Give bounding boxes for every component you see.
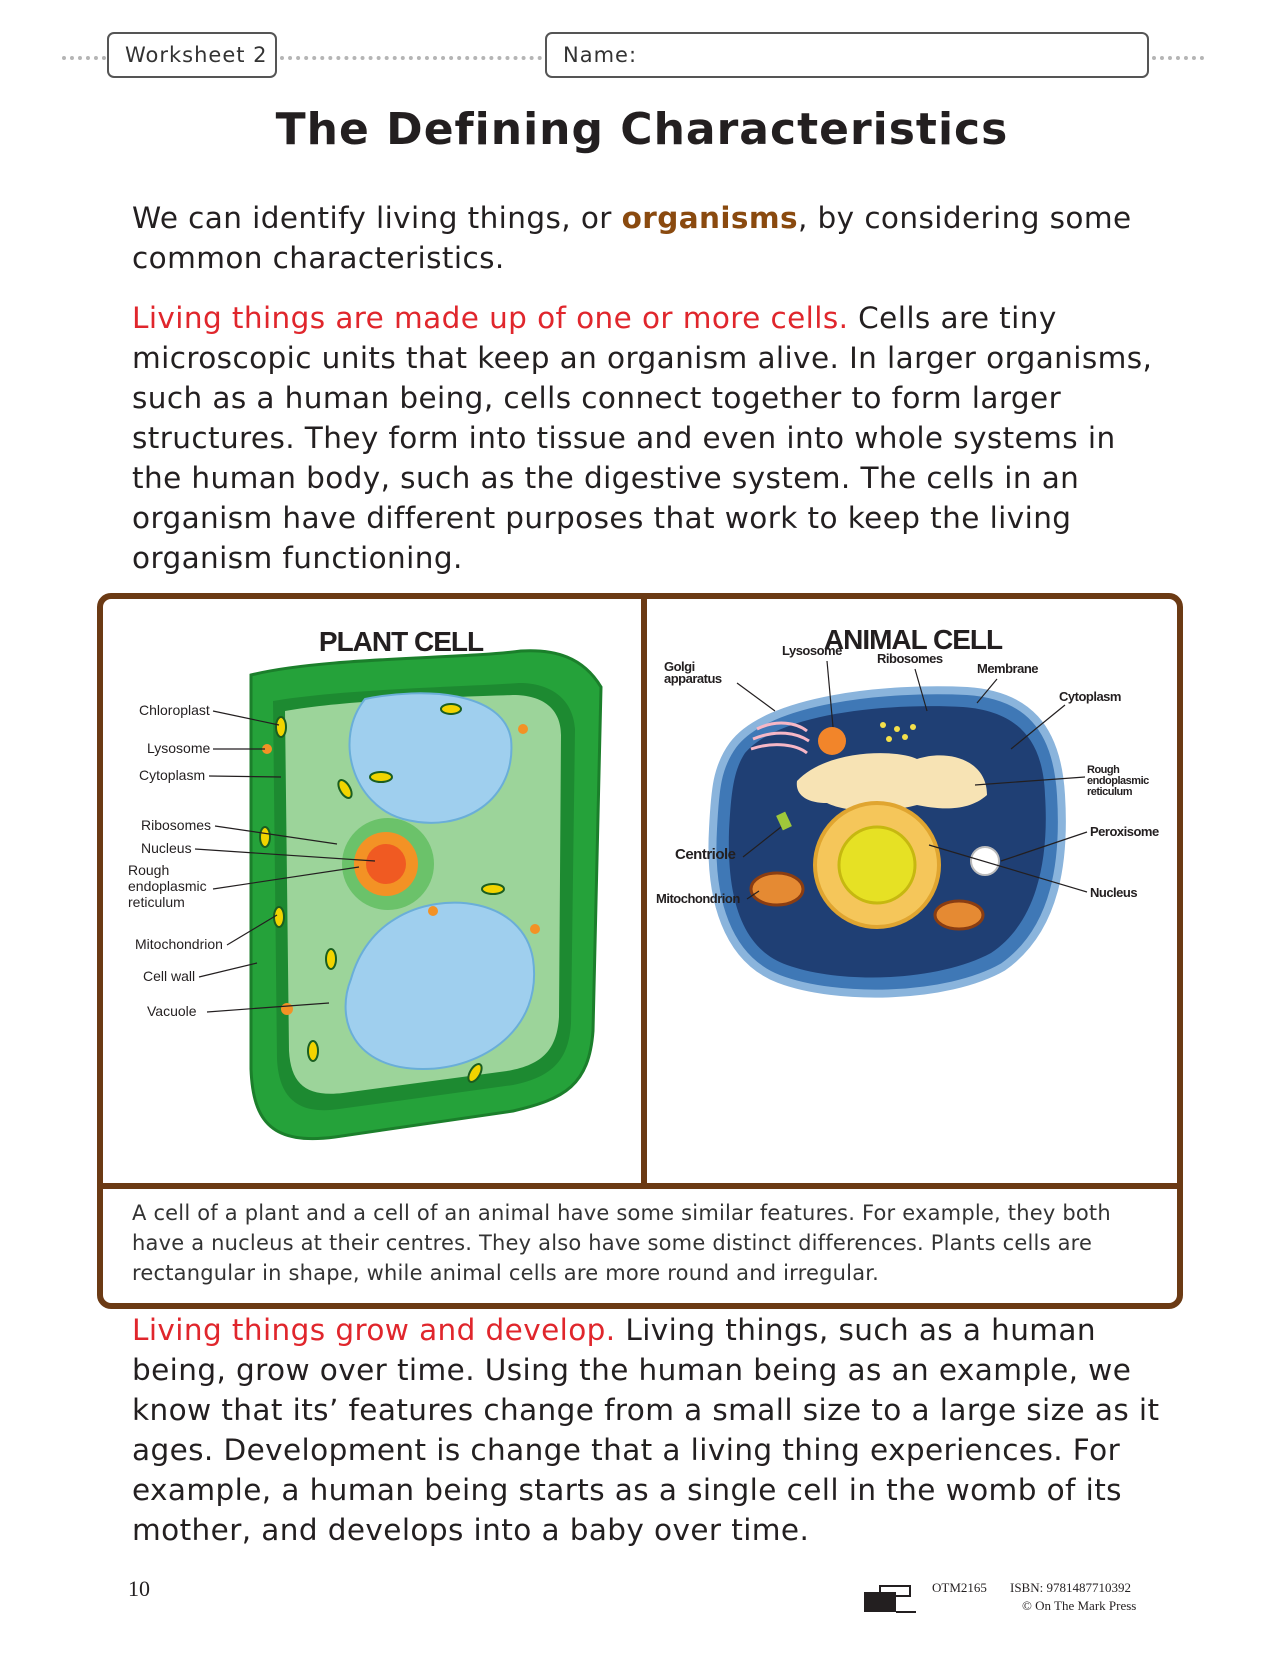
plant-cell-labels [128, 702, 223, 1019]
animal-label-membrane: Membrane [977, 661, 1039, 676]
product-code: OTM2165 [932, 1580, 987, 1595]
animal-label-mitochondrion: Mitochondrion [656, 891, 740, 906]
grow-paragraph [132, 1310, 1172, 1550]
animal-cell-title: ANIMAL CELL [823, 624, 1003, 655]
copyright: © On The Mark Press [1022, 1598, 1137, 1613]
plant-label-vacuole: Vacuole [147, 1003, 197, 1019]
name-label: Name: [563, 43, 638, 67]
page-number: 10 [128, 1576, 150, 1601]
plant-cell-title: PLANT CELL [318, 626, 484, 657]
header-dots-right [1152, 56, 1204, 60]
animal-label-golgi-2: apparatus [664, 671, 722, 686]
plant-label-cytoplasm: Cytoplasm [139, 767, 206, 783]
frame-horizontal-divider [103, 1183, 1177, 1189]
plant-label-ribosomes: Ribosomes [141, 817, 212, 833]
intro-paragraph [132, 198, 1172, 278]
grow-paragraph-lead: Living things grow and develop. [132, 1313, 616, 1347]
animal-label-rough-er-2: endoplasmic [1087, 775, 1149, 787]
animal-label-cytoplasm: Cytoplasm [1059, 689, 1121, 704]
animal-label-ribosomes: Ribosomes [877, 651, 943, 666]
animal-label-golgi-1: Golgi [664, 659, 695, 674]
header-dots-middle [280, 56, 542, 60]
worksheet-badge [107, 32, 277, 78]
name-field[interactable] [545, 32, 1149, 78]
diagram-caption: A cell of a plant and a cell of an animal have some similar features. For example, they both have a nucleus at their centres. They also have some distinct differences. Plants cells are rectangular in shape, while animal cells are more round and irregular. [132, 1201, 1111, 1285]
isbn: ISBN: 9781487710392 [1010, 1580, 1131, 1595]
animal-label-rough-er-1: Rough [1087, 764, 1120, 776]
cells-paragraph-lead: Living things are made up of one or more cells. [132, 301, 849, 335]
animal-label-centriole: Centriole [675, 846, 736, 863]
plant-label-lysosome: Lysosome [147, 740, 211, 756]
animal-label-lysosome: Lysosome [782, 643, 842, 658]
animal-cell-diagram [647, 599, 1183, 1177]
plant-label-rough-er-2: endoplasmic [128, 878, 207, 894]
intro-text-before: We can identify living things, or [132, 201, 622, 235]
intro-text-after: , by considering some common characteristics. [132, 201, 1132, 275]
publisher-logo-icon [860, 1582, 920, 1616]
animal-label-nucleus: Nucleus [1090, 885, 1138, 900]
header-dots-left [62, 56, 106, 60]
plant-label-chloroplast: Chloroplast [139, 702, 210, 718]
cells-paragraph [132, 298, 1172, 578]
animal-cell-illustration [712, 690, 1061, 993]
plant-label-rough-er-3: reticulum [128, 894, 185, 910]
animal-label-peroxisome: Peroxisome [1090, 824, 1159, 839]
plant-label-cell-wall: Cell wall [143, 968, 196, 984]
plant-label-nucleus: Nucleus [141, 840, 192, 856]
intro-keyword: organisms [621, 201, 798, 235]
cells-paragraph-body: Cells are tiny microscopic units that keep an organism alive. In larger organisms, such as a human being, cells connect together to form larger structures. They form into tissue and even into whole systems in the human body, such as the digestive system. The cells in an organism have different purposes that work to keep the living organism functioning. [132, 301, 1153, 575]
animal-label-rough-er-3: reticulum [1087, 786, 1133, 798]
page-title: The Defining Characteristics [275, 104, 1009, 155]
plant-label-rough-er-1: Rough [128, 862, 170, 878]
plant-cell-illustration [251, 651, 601, 1139]
plant-label-mitochondrion: Mitochondrion [135, 936, 223, 952]
plant-cell-diagram [103, 599, 635, 1177]
worksheet-label: Worksheet 2 [125, 43, 268, 67]
grow-paragraph-body: Living things, such as a human being, grow over time. Using the human being as an example, we know that its’ features change from a small size to a large size as it ages. Development is change that a living thing experiences. For example, a human being starts as a single cell in the womb of its mother, and develops into a baby over time. [132, 1313, 1160, 1547]
